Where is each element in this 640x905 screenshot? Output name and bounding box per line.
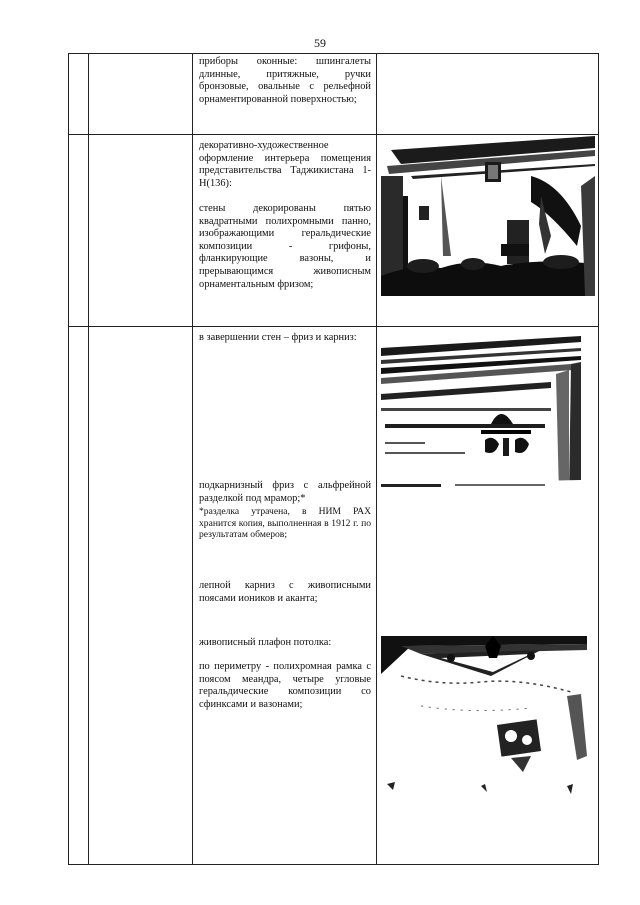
frieze-cornice-photo [381,334,581,494]
page-number: 59 [314,36,326,50]
ceiling-plafond-photo [381,636,587,798]
row3-plafond-description: по периметру - полихромная рамка с поясом меандра, четыре угловые геральдические композиции со сфинксами и вазонами; [199,661,371,710]
row2-walls-description: стены декорированы пятью квадратными полихромными панно, изображающими геральдические композиции - грифоны, фланкирующие вазоны, и прерывающимся живописным орнаментальным фризом; [199,203,371,290]
interior-room-photo [381,136,595,296]
row3-plafond-title: живописный плафон потолка: [199,637,332,648]
row3-walls-completion: в завершении стен – фриз и карниз: [199,332,357,343]
inventory-table [68,53,599,865]
row-divider-2 [69,326,598,327]
row1-description: приборы оконные: шпингалеты длинные, притяжные, ручки бронзовые, овальные с рельефной орнаментированной поверхностью; [199,56,371,105]
column-divider-1 [88,54,89,864]
row2-intro: декоративно-художественное оформление интерьера помещения представительства Таджикистана 1-Н(136): [199,140,371,189]
column-divider-2 [192,54,193,864]
row3-frieze-note: *разделка утрачена, в НИМ РАХ хранится копия, выполненная в 1912 г. по результатам обмеров; [199,506,371,541]
row3-frieze-description: подкарнизный фриз с альфрейной разделкой под мрамор;* [199,480,371,504]
row3-cornice-description: лепной карниз с живописными поясами иоников и аканта; [199,580,371,604]
row-divider-1 [69,134,598,135]
column-divider-3 [376,54,377,864]
